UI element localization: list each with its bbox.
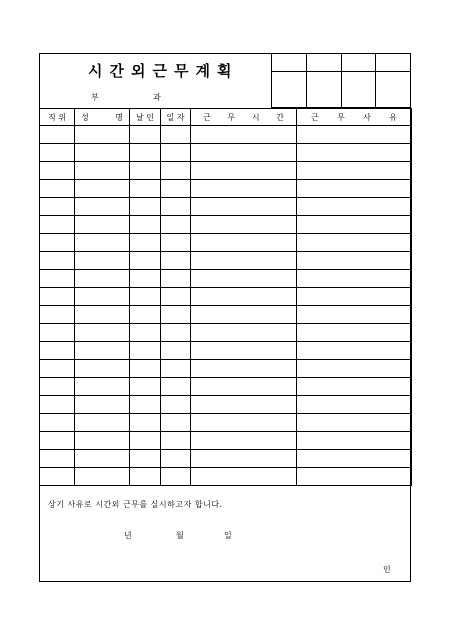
- cell-work-reason[interactable]: [297, 342, 412, 360]
- cell-work-reason[interactable]: [297, 234, 412, 252]
- cell-seal[interactable]: [130, 270, 161, 288]
- cell-seal[interactable]: [130, 360, 161, 378]
- header-work-time: 근 무 시 간: [191, 109, 297, 126]
- approval-box-head-1: [272, 54, 307, 72]
- cell-work-time[interactable]: [191, 144, 297, 162]
- cell-position[interactable]: [40, 234, 75, 252]
- cell-position[interactable]: [40, 198, 75, 216]
- cell-position[interactable]: [40, 360, 75, 378]
- cell-seal[interactable]: [130, 144, 161, 162]
- cell-work-reason[interactable]: [297, 450, 412, 468]
- cell-date[interactable]: [161, 450, 191, 468]
- cell-work-reason[interactable]: [297, 162, 412, 180]
- cell-work-reason[interactable]: [297, 144, 412, 162]
- approval-box-head-3: [341, 54, 376, 72]
- cell-name[interactable]: [75, 234, 130, 252]
- cell-position[interactable]: [40, 144, 75, 162]
- table-row: [40, 468, 412, 486]
- cell-seal[interactable]: [130, 396, 161, 414]
- cell-position[interactable]: [40, 180, 75, 198]
- cell-work-time[interactable]: [191, 396, 297, 414]
- table-row: [40, 126, 412, 144]
- cell-name[interactable]: [75, 306, 130, 324]
- cell-work-time[interactable]: [191, 468, 297, 486]
- section-label: 과: [153, 93, 161, 102]
- header-position: 직 위: [40, 109, 75, 126]
- month-label: 월: [176, 531, 184, 540]
- cell-work-reason[interactable]: [297, 468, 412, 486]
- cell-position[interactable]: [40, 306, 75, 324]
- table-header-row: [40, 109, 412, 126]
- cell-name[interactable]: [75, 396, 130, 414]
- footer-statement: 상기 사유로 시간외 근무를 실시하고자 합니다.: [48, 500, 223, 509]
- table-row: [40, 198, 412, 216]
- cell-date[interactable]: [161, 180, 191, 198]
- cell-name[interactable]: [75, 432, 130, 450]
- header-name: 성 명: [75, 109, 130, 126]
- cell-date[interactable]: [161, 342, 191, 360]
- cell-work-time[interactable]: [191, 342, 297, 360]
- cell-work-reason[interactable]: [297, 432, 412, 450]
- cell-seal[interactable]: [130, 324, 161, 342]
- approval-box-sign-4[interactable]: [376, 72, 411, 108]
- cell-name[interactable]: [75, 378, 130, 396]
- cell-name[interactable]: [75, 270, 130, 288]
- cell-position[interactable]: [40, 126, 75, 144]
- cell-seal[interactable]: [130, 378, 161, 396]
- cell-work-reason[interactable]: [297, 252, 412, 270]
- cell-position[interactable]: [40, 252, 75, 270]
- cell-date[interactable]: [161, 144, 191, 162]
- cell-name[interactable]: [75, 144, 130, 162]
- cell-date[interactable]: [161, 360, 191, 378]
- cell-seal[interactable]: [130, 450, 161, 468]
- cell-work-reason[interactable]: [297, 414, 412, 432]
- cell-work-time[interactable]: [191, 198, 297, 216]
- cell-position[interactable]: [40, 270, 75, 288]
- cell-seal[interactable]: [130, 234, 161, 252]
- cell-work-time[interactable]: [191, 126, 297, 144]
- cell-work-time[interactable]: [191, 414, 297, 432]
- seal-label: 인: [383, 565, 391, 574]
- cell-seal[interactable]: [130, 468, 161, 486]
- cell-date[interactable]: [161, 432, 191, 450]
- cell-seal[interactable]: [130, 432, 161, 450]
- cell-work-time[interactable]: [191, 162, 297, 180]
- cell-work-time[interactable]: [191, 216, 297, 234]
- cell-work-reason[interactable]: [297, 180, 412, 198]
- dept-label: 부: [91, 93, 99, 102]
- cell-date[interactable]: [161, 216, 191, 234]
- table-row: [40, 432, 412, 450]
- approval-box-sign-1[interactable]: [272, 72, 307, 108]
- table-row: [40, 234, 412, 252]
- cell-seal[interactable]: [130, 198, 161, 216]
- table-row: [40, 288, 412, 306]
- approval-box-sign-3[interactable]: [341, 72, 376, 108]
- table-row: [40, 414, 412, 432]
- cell-date[interactable]: [161, 234, 191, 252]
- approval-box-head-2: [306, 54, 341, 72]
- cell-date[interactable]: [161, 414, 191, 432]
- overtime-table: [39, 108, 412, 486]
- cell-name[interactable]: [75, 360, 130, 378]
- cell-work-time[interactable]: [191, 270, 297, 288]
- cell-seal[interactable]: [130, 342, 161, 360]
- table-row: [40, 180, 412, 198]
- document-title: 시간외근무계획: [88, 62, 239, 80]
- cell-work-time[interactable]: [191, 378, 297, 396]
- table-row: [40, 270, 412, 288]
- cell-date[interactable]: [161, 252, 191, 270]
- cell-date[interactable]: [161, 396, 191, 414]
- cell-date[interactable]: [161, 378, 191, 396]
- cell-work-reason[interactable]: [297, 216, 412, 234]
- cell-work-reason[interactable]: [297, 126, 412, 144]
- cell-work-reason[interactable]: [297, 360, 412, 378]
- cell-position[interactable]: [40, 342, 75, 360]
- cell-seal[interactable]: [130, 180, 161, 198]
- cell-seal[interactable]: [130, 288, 161, 306]
- cell-position[interactable]: [40, 432, 75, 450]
- cell-name[interactable]: [75, 216, 130, 234]
- table-row: [40, 396, 412, 414]
- year-label: 년: [124, 531, 132, 540]
- cell-position[interactable]: [40, 378, 75, 396]
- day-label: 일: [224, 531, 232, 540]
- cell-name[interactable]: [75, 180, 130, 198]
- cell-seal[interactable]: [130, 306, 161, 324]
- cell-name[interactable]: [75, 414, 130, 432]
- header-seal: 날 인: [130, 109, 161, 126]
- cell-work-time[interactable]: [191, 180, 297, 198]
- table-row: [40, 252, 412, 270]
- cell-position[interactable]: [40, 450, 75, 468]
- table-row: [40, 378, 412, 396]
- cell-position[interactable]: [40, 324, 75, 342]
- cell-date[interactable]: [161, 270, 191, 288]
- table-row: [40, 324, 412, 342]
- cell-work-time[interactable]: [191, 360, 297, 378]
- table-row: [40, 360, 412, 378]
- cell-work-reason[interactable]: [297, 306, 412, 324]
- cell-name[interactable]: [75, 198, 130, 216]
- cell-date[interactable]: [161, 198, 191, 216]
- cell-name[interactable]: [75, 342, 130, 360]
- cell-work-time[interactable]: [191, 432, 297, 450]
- cell-work-reason[interactable]: [297, 324, 412, 342]
- cell-work-time[interactable]: [191, 234, 297, 252]
- cell-work-reason[interactable]: [297, 198, 412, 216]
- cell-position[interactable]: [40, 396, 75, 414]
- cell-date[interactable]: [161, 162, 191, 180]
- cell-work-reason[interactable]: [297, 288, 412, 306]
- cell-seal[interactable]: [130, 216, 161, 234]
- cell-seal[interactable]: [130, 162, 161, 180]
- table-row: [40, 342, 412, 360]
- cell-date[interactable]: [161, 324, 191, 342]
- table-row: [40, 306, 412, 324]
- cell-name[interactable]: [75, 288, 130, 306]
- cell-work-reason[interactable]: [297, 270, 412, 288]
- cell-name[interactable]: [75, 252, 130, 270]
- cell-name[interactable]: [75, 162, 130, 180]
- cell-work-reason[interactable]: [297, 378, 412, 396]
- cell-work-time[interactable]: [191, 450, 297, 468]
- cell-date[interactable]: [161, 288, 191, 306]
- cell-name[interactable]: [75, 126, 130, 144]
- approval-box-sign-2[interactable]: [306, 72, 341, 108]
- header-date: 일 자: [161, 109, 191, 126]
- cell-position[interactable]: [40, 216, 75, 234]
- cell-seal[interactable]: [130, 126, 161, 144]
- cell-date[interactable]: [161, 126, 191, 144]
- cell-work-reason[interactable]: [297, 396, 412, 414]
- cell-name[interactable]: [75, 324, 130, 342]
- approval-stamp-boxes: [271, 53, 411, 108]
- cell-date[interactable]: [161, 306, 191, 324]
- cell-name[interactable]: [75, 450, 130, 468]
- table-row: [40, 216, 412, 234]
- cell-seal[interactable]: [130, 252, 161, 270]
- table-row: [40, 162, 412, 180]
- approval-box-head-4: [376, 54, 411, 72]
- table-row: [40, 144, 412, 162]
- cell-work-time[interactable]: [191, 324, 297, 342]
- table-row: [40, 450, 412, 468]
- cell-seal[interactable]: [130, 414, 161, 432]
- cell-name[interactable]: [75, 468, 130, 486]
- cell-position[interactable]: [40, 162, 75, 180]
- cell-work-time[interactable]: [191, 288, 297, 306]
- cell-work-time[interactable]: [191, 252, 297, 270]
- cell-position[interactable]: [40, 468, 75, 486]
- header-work-reason: 근 무 사 유: [297, 109, 412, 126]
- cell-date[interactable]: [161, 468, 191, 486]
- table-body: [40, 126, 412, 486]
- cell-position[interactable]: [40, 288, 75, 306]
- cell-position[interactable]: [40, 414, 75, 432]
- cell-work-time[interactable]: [191, 306, 297, 324]
